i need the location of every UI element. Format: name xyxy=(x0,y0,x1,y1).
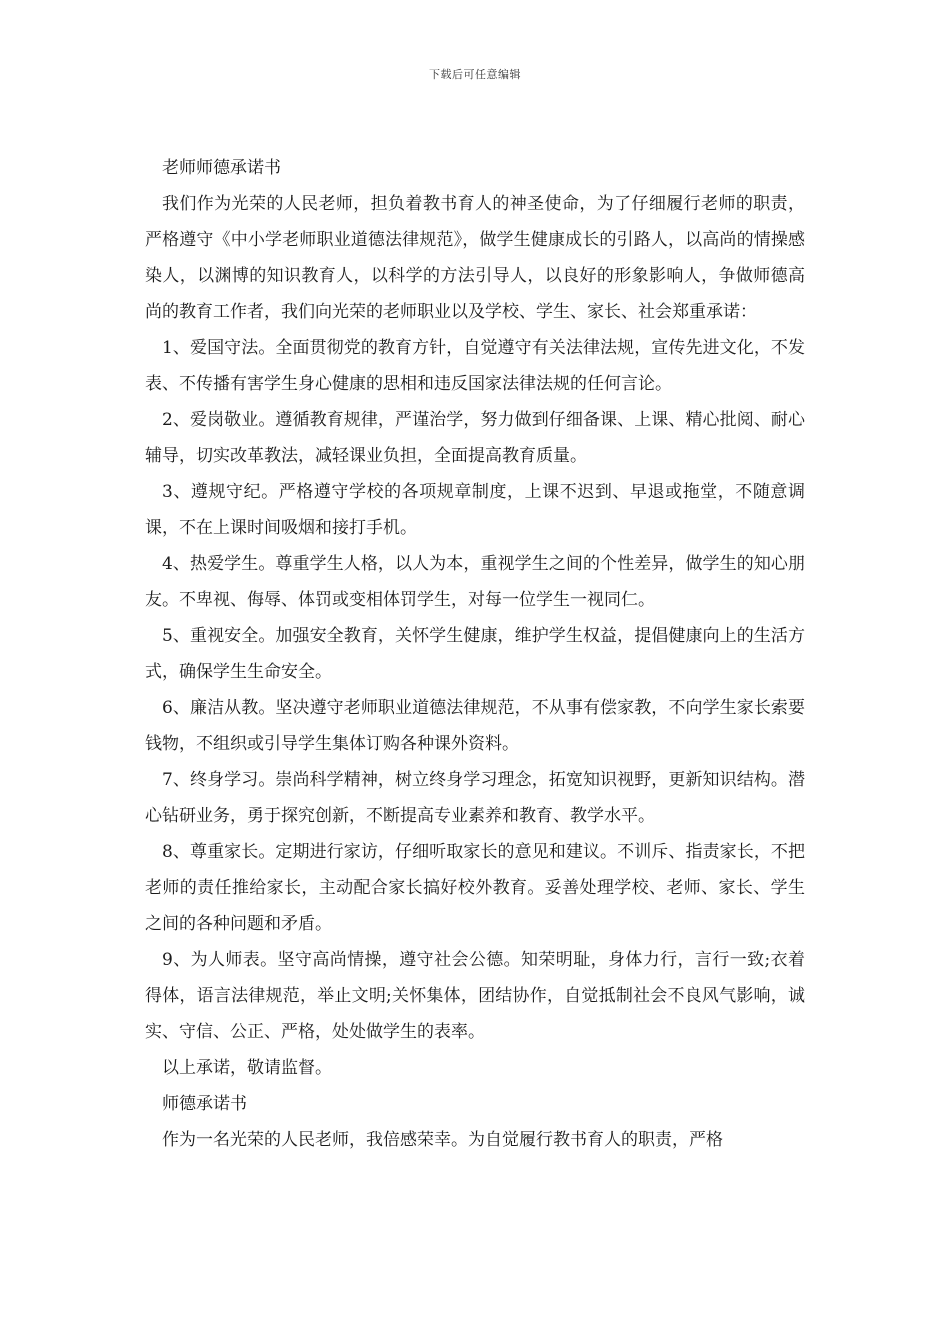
pledge-item-1: 1、爱国守法。全面贯彻党的教育方针，自觉遵守有关法律法规，宣传先进文化，不发表、不传播有害学生身心健康的思相和违反国家法律法规的任何言论。 xyxy=(145,338,805,394)
pledge-item-2: 2、爱岗敬业。遵循教育规律，严谨治学，努力做到仔细备课、上课、精心批阅、耐心辅导，切实改革教法，减轻课业负担，全面提高教育质量。 xyxy=(145,410,805,466)
closing-line: 以上承诺，敬请监督。 xyxy=(162,1058,332,1078)
pledge-item-5: 5、重视安全。加强安全教育，关怀学生健康，维护学生权益，提倡健康向上的生活方式，确保学生生命安全。 xyxy=(145,626,805,682)
pledge-item-6: 6、廉洁从教。坚决遵守老师职业道德法律规范，不从事有偿家教，不向学生家长索要钱物，不组织或引导学生集体订购各种课外资料。 xyxy=(145,698,805,754)
document-title: 老师师德承诺书 xyxy=(162,158,281,178)
pledge-item-3: 3、遵规守纪。严格遵守学校的各项规章制度，上课不迟到、早退或拖堂，不随意调课，不在上课时间吸烟和接打手机。 xyxy=(145,482,805,538)
pledge-item-4: 4、热爱学生。尊重学生人格，以人为本，重视学生之间的个性差异，做学生的知心朋友。不卑视、侮辱、体罚或变相体罚学生，对每一位学生一视同仁。 xyxy=(145,554,805,610)
intro-paragraph: 我们作为光荣的人民老师，担负着教书育人的神圣使命，为了仔细履行老师的职责，严格遵守《中小学老师职业道德法律规范》，做学生健康成长的引路人，以高尚的情操感染人，以渊博的知识教育人，以科学的方法引导人，以良好的形象影响人，争做师德高尚的教育工作者，我们向光荣的老师职业以及学校、学生、家长、社会郑重承诺： xyxy=(145,194,805,322)
document-body xyxy=(145,150,805,1158)
pledge-item-9: 9、为人师表。坚守高尚情操，遵守社会公德。知荣明耻，身体力行，言行一致;衣着得体，语言法律规范，举止文明;关怀集体，团结协作，自觉抵制社会不良风气影响，诚实、守信、公正、严格，处处做学生的表率。 xyxy=(145,950,805,1042)
header-note: 下载后可任意编辑 xyxy=(429,68,521,81)
second-intro-paragraph: 作为一名光荣的人民老师，我倍感荣幸。为自觉履行教书育人的职责，严格 xyxy=(162,1130,723,1150)
second-title: 师德承诺书 xyxy=(162,1094,247,1114)
pledge-item-7: 7、终身学习。崇尚科学精神，树立终身学习理念，拓宽知识视野，更新知识结构。潜心钻研业务，勇于探究创新，不断提高专业素养和教育、教学水平。 xyxy=(145,770,805,826)
pledge-item-8: 8、尊重家长。定期进行家访，仔细听取家长的意见和建议。不训斥、指责家长，不把老师的责任推给家长，主动配合家长搞好校外教育。妥善处理学校、老师、家长、学生之间的各种问题和矛盾。 xyxy=(145,842,805,934)
